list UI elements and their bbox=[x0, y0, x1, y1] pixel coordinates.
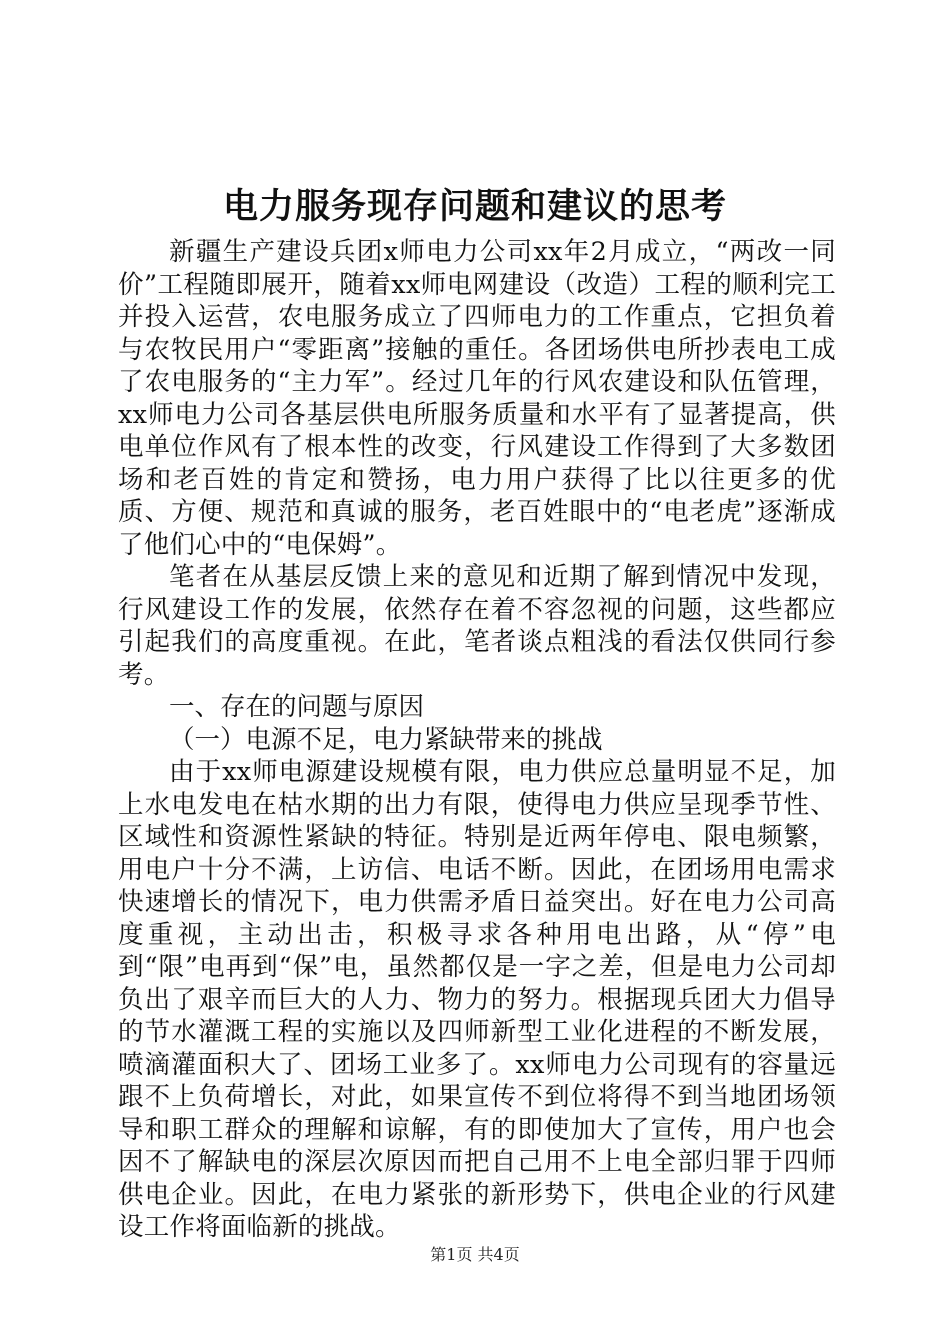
document-title: 电力服务现存问题和建议的思考 bbox=[222, 186, 727, 227]
body-paragraph-2: 笔者在从基层反馈上来的意见和近期了解到情况中发现，行风建设工作的发展，依然存在着不容忽视的问题，这些都应引起我们的高度重视。在此，笔者谈点粗浅的看法仅供同行参考。 bbox=[118, 562, 836, 690]
subsection-heading: （一）电源不足，电力紧缺带来的挑战 bbox=[169, 724, 603, 755]
page-footer: 第1页 共4页 bbox=[430, 1245, 520, 1264]
body-paragraph-1: 新疆生产建设兵团x师电力公司xx年2月成立，“两改一同价”工程随即展开，随着xx师电网建设（改造）工程的顺利完工并投入运营，农电服务成立了四师电力的工作重点，它担负着与农牧民用户“零距离”接触的重任。各团场供电所抄表电工成了农电服务的“主力军”。经过几年的行风农建设和队伍管理，xx师电力公司各基层供电所服务质量和水平有了显著提高，供电单位作风有了根本性的改变，行风建设工作得到了大多数团场和老百姓的肯定和赞扬，电力用户获得了比以往更多的优质、方便、规范和真诚的服务，老百姓眼中的“电老虎”逐渐成了他们心中的“电保姆”。 bbox=[118, 237, 836, 560]
section-heading: 一、存在的问题与原因 bbox=[169, 692, 425, 722]
document-body bbox=[118, 236, 836, 1244]
body-paragraph-3: 由于xx师电源建设规模有限，电力供应总量明显不足，加上水电发电在枯水期的出力有限，使得电力供应呈现季节性、区域性和资源性紧缺的特征。特别是近两年停电、限电频繁，用电户十分不满，上访信、电话不断。因此，在团场用电需求快速增长的情况下，电力供需矛盾日益突出。好在电力公司高度重视，主动出击，积极寻求各种用电出路，从“停”电到“限”电再到“保”电，虽然都仅是一字之差，但是电力公司却负出了艰辛而巨大的人力、物力的努力。根据现兵团大力倡导的节水灌溉工程的实施以及四师新型工业化进程的不断发展，喷滴灌面积大了、团场工业多了。xx师电力公司现有的容量远跟不上负荷增长，对此，如果宣传不到位将得不到当地团场领导和职工群众的理解和谅解，有的即使加大了宣传，用户也会因不了解缺电的深层次原因而把自己用不上电全部归罪于四师供电企业。因此，在电力紧张的新形势下，供电企业的行风建设工作将面临新的挑战。 bbox=[118, 757, 836, 1242]
